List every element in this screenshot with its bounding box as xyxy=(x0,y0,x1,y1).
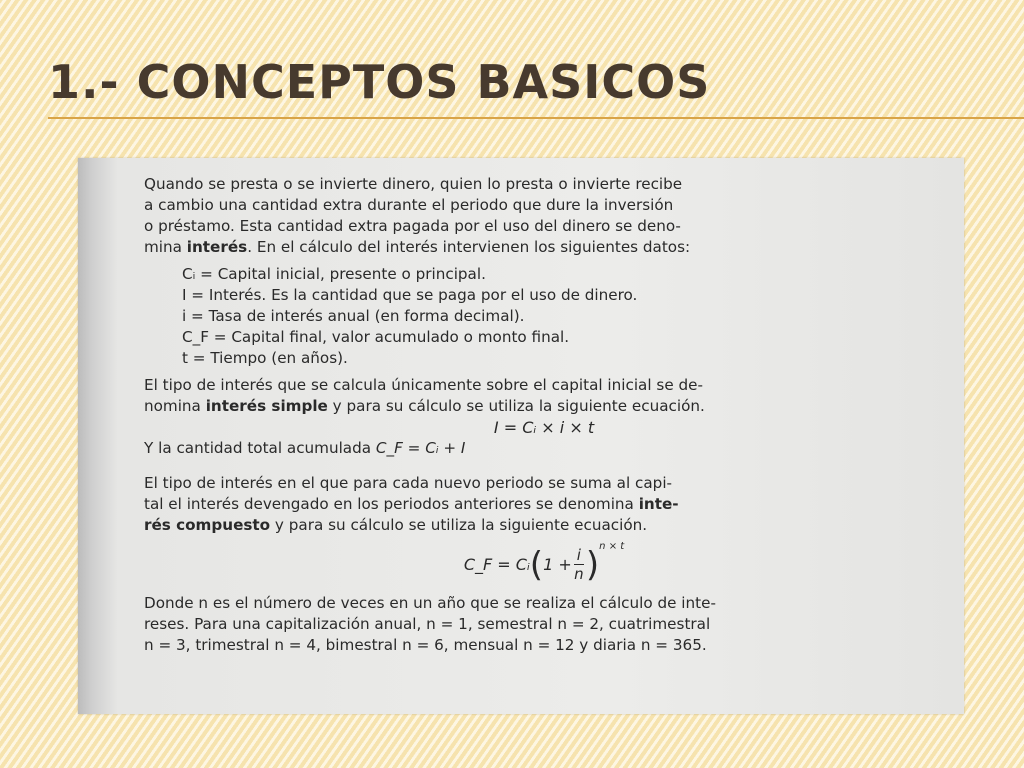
formula-numerator: i xyxy=(574,546,584,565)
intro-text: . En el cálculo del interés intervienen los siguientes datos: xyxy=(247,238,691,256)
compound-interest-formula xyxy=(144,541,944,585)
simple-line xyxy=(144,396,944,417)
formula-fraction xyxy=(574,546,584,583)
simple-text: y para su cálculo se utiliza la siguiente ecuación. xyxy=(327,397,705,415)
simple-text: nomina xyxy=(144,397,206,415)
intro-line: Quando se presta o se invierte dinero, quien lo presta o invierte recibe xyxy=(144,175,683,193)
title-underline xyxy=(48,117,1024,119)
compound-line: El tipo de interés en el que para cada nuevo periodo se suma al capi- xyxy=(144,474,673,492)
definition-item: Cᵢ = Capital inicial, presente o principal. xyxy=(182,265,486,283)
total-text: Y la cantidad total acumulada xyxy=(144,439,376,457)
term-interes-simple: interés simple xyxy=(205,397,328,415)
intro-line: o préstamo. Esta cantidad extra pagada por el uso del dinero se deno- xyxy=(144,217,681,235)
closing-line: n = 3, trimestral n = 4, bimestral n = 6, mensual n = 12 y diaria n = 365. xyxy=(144,636,707,654)
intro-line xyxy=(144,237,944,258)
closing-line: reses. Para una capitalización anual, n = 1, semestral n = 2, cuatrimestral xyxy=(144,615,711,633)
scanned-page-image xyxy=(78,158,964,714)
formula-one: 1 + xyxy=(543,555,572,574)
term-res-compuesto: rés compuesto xyxy=(144,516,271,534)
intro-paragraph xyxy=(144,174,944,258)
formula-lhs: C_F = Cᵢ xyxy=(463,555,530,574)
definition-item: C_F = Capital final, valor acumulado o monto final. xyxy=(182,328,570,346)
simple-interest-equation: I = Cᵢ × i × t xyxy=(493,418,595,437)
closing-line: Donde n es el número de veces en un año que se realiza el cálculo de inte- xyxy=(144,594,716,612)
compound-line xyxy=(144,494,944,515)
intro-text: mina xyxy=(144,238,187,256)
scanned-text-block xyxy=(144,174,944,662)
definitions-list xyxy=(144,264,944,369)
closing-paragraph xyxy=(144,593,944,656)
compound-text: tal el interés devengado en los periodos anteriores se denomina xyxy=(144,495,639,513)
total-equation: C_F = Cᵢ + I xyxy=(375,439,466,457)
intro-line: a cambio una cantidad extra durante el periodo que dure la inversión xyxy=(144,196,674,214)
slide-title: 1.- CONCEPTOS BASICOS xyxy=(48,55,711,109)
compound-text: y para su cálculo se utiliza la siguiente ecuación. xyxy=(270,516,648,534)
definition-item: i = Tasa de interés anual (en forma decimal). xyxy=(182,307,525,325)
term-interes: interés xyxy=(186,238,248,256)
term-inte: inte- xyxy=(638,495,679,513)
definition-item: t = Tiempo (en años). xyxy=(182,349,348,367)
total-accumulated-line xyxy=(144,438,944,459)
compound-line xyxy=(144,515,944,536)
simple-line: El tipo de interés que se calcula únicamente sobre el capital inicial se de- xyxy=(144,376,703,394)
compound-interest-paragraph xyxy=(144,473,944,583)
simple-interest-paragraph xyxy=(144,375,944,459)
formula-denominator: n xyxy=(574,565,584,583)
definition-item: I = Interés. Es la cantidad que se paga por el uso de dinero. xyxy=(182,286,638,304)
formula-close-paren: ) xyxy=(585,544,600,585)
formula-open-paren: ( xyxy=(529,544,544,585)
formula-exponent: n × t xyxy=(599,541,625,552)
